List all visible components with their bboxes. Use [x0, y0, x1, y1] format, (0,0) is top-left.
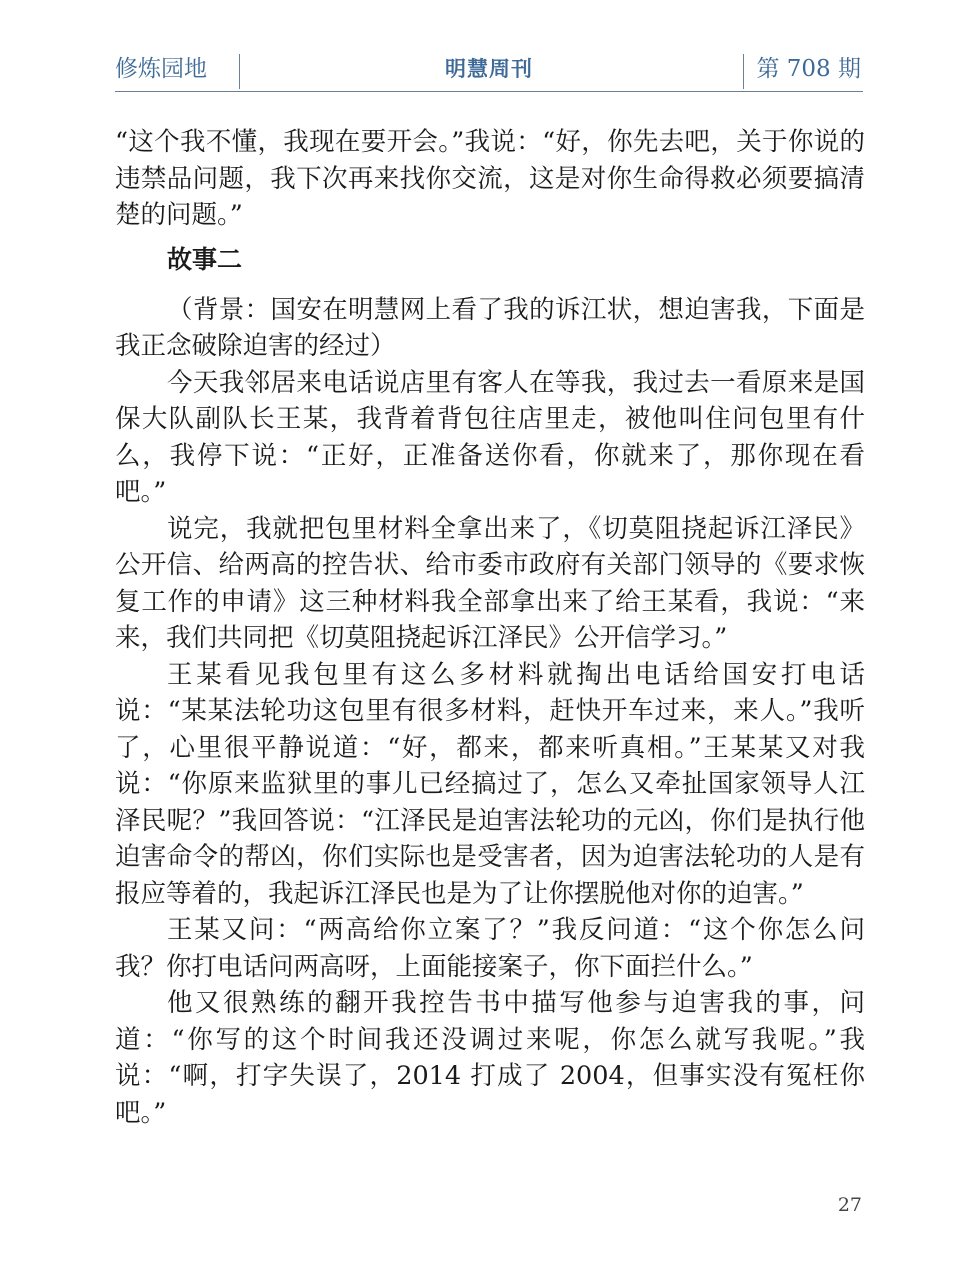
- paragraph-background: （背景：国安在明慧网上看了我的诉江状，想迫害我，下面是我正念破除迫害的经过）: [115, 294, 865, 361]
- paragraph: 说完，我就把包里材料全拿出来了，《切莫阻挠起诉江泽民》公开信、给两高的控告状、给市委市政府有关部门领导的《要求恢复工作的申请》这三种材料我全部拿出来了给王某看，我说：“来来，我们共同把《切莫阻挠起诉江泽民》公开信学习。”: [115, 513, 865, 653]
- page-header: [115, 48, 863, 92]
- paragraph: 王某又问：“两高给你立案了？”我反问道：“这个你怎么问我？你打电话问两高呀，上面能接案子，你下面拦什么。”: [115, 915, 865, 982]
- header-divider-right: [743, 54, 744, 89]
- issue-number: 第 708 期: [756, 56, 861, 82]
- publication-title: 明慧周刊: [445, 57, 533, 81]
- paragraph: 今天我邻居来电话说店里有客人在等我，我过去一看原来是国保大队副队长王某，我背着背包往店里走，被他叫住问包里有什么，我停下说：“正好，正准备送你看，你就来了，那你现在看吧。”: [115, 367, 865, 507]
- paragraph: 他又很熟练的翻开我控告书中描写他参与迫害我的事，问道：“你写的这个时间我还没调过来呢，你怎么就写我呢。”我说：“啊，打字失误了，2014 打成了 2004，但事实没有冤枉你吧。”: [115, 988, 865, 1128]
- paragraph-continued: “这个我不懂，我现在要开会。”我说：“好，你先去吧，关于你说的违禁品问题，我下次再来找你交流，这是对你生命得救必须要搞清楚的问题。”: [115, 127, 865, 230]
- story-heading: 故事二: [167, 244, 243, 274]
- article-body: [115, 124, 865, 1131]
- paragraph: 王某看见我包里有这么多材料就掏出电话给国安打电话说：“某某法轮功这包里有很多材料，赶快开车过来，来人。”我听了，心里很平静说道：“好，都来，都来听真相。”王某某又对我说：“你原来监狱里的事儿已经搞过了，怎么又牵扯国家领导人江泽民呢？”我回答说：“江泽民是迫害法轮功的元凶，你们是执行他迫害命令的帮凶，你们实际也是受害者，因为迫害法轮功的人是有报应等着的，我起诉江泽民也是为了让你摆脱他对你的迫害。”: [115, 659, 865, 909]
- section-title: 修炼园地: [115, 56, 207, 82]
- page-number: 27: [837, 1194, 862, 1216]
